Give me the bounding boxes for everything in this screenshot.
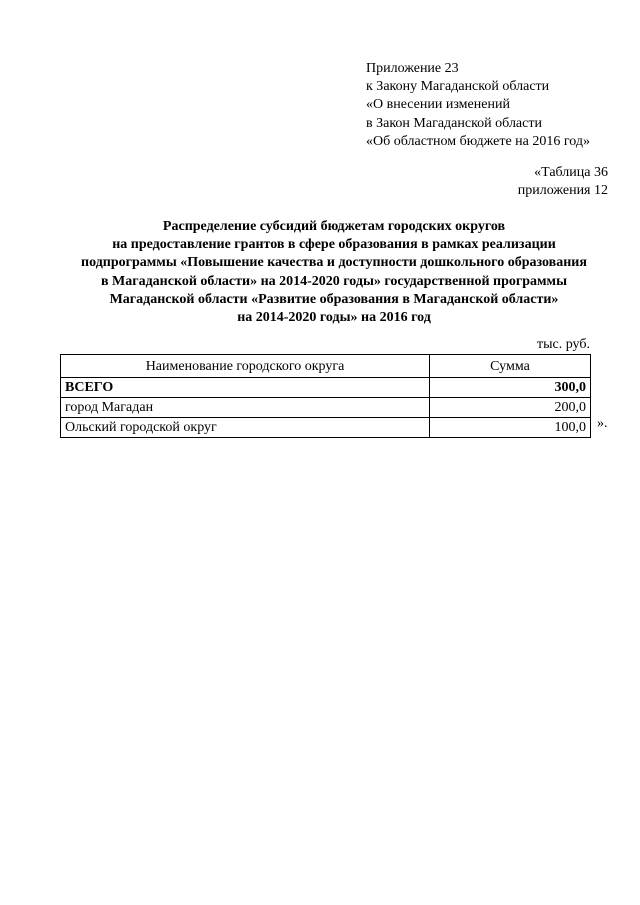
units-label: тыс. руб.: [537, 337, 590, 352]
appendix-line: «Об областном бюджете на 2016 год»: [366, 133, 590, 149]
sum-cell: 100,0: [430, 418, 591, 438]
table-reference-line: «Таблица 36: [534, 165, 608, 180]
appendix-line: к Закону Магаданской области: [366, 79, 550, 95]
appendix-header: [366, 60, 590, 151]
header-sum: Сумма: [430, 355, 591, 378]
table-reference: [518, 164, 608, 200]
district-name-cell: ВСЕГО: [61, 378, 430, 398]
closing-quote-mark: ».: [597, 416, 608, 431]
document-title: [52, 218, 616, 327]
table-row: [61, 418, 591, 438]
table-row: [61, 398, 591, 418]
title-line: Распределение субсидий бюджетам городских округов: [162, 219, 506, 234]
appendix-line: Приложение 23: [366, 61, 459, 76]
district-name-cell: город Магадан: [61, 398, 430, 418]
appendix-line: «О внесении изменений: [366, 97, 510, 113]
district-name-cell: Ольский городской округ: [61, 418, 430, 438]
title-line: в Магаданской области» на 2014-2020 годы» государственной программы: [100, 273, 568, 289]
appendix-line: в Закон Магаданской области: [366, 115, 542, 131]
table-header-row: [61, 355, 591, 378]
table-row-total: [61, 378, 591, 398]
distribution-table: [60, 354, 591, 438]
header-district-name: Наименование городского округа: [61, 355, 430, 378]
table-reference-line: приложения 12: [517, 183, 608, 199]
title-line: на предоставление грантов в сфере образования в рамках реализации: [112, 237, 556, 253]
title-line: Магаданской области «Развитие образования в Магаданской области»: [109, 291, 559, 307]
sum-cell: 300,0: [430, 378, 591, 398]
sum-cell: 200,0: [430, 398, 591, 418]
title-line: подпрограммы «Повышение качества и доступности дошкольного образования: [81, 255, 587, 271]
title-line: на 2014-2020 годы» на 2016 год: [237, 310, 431, 326]
